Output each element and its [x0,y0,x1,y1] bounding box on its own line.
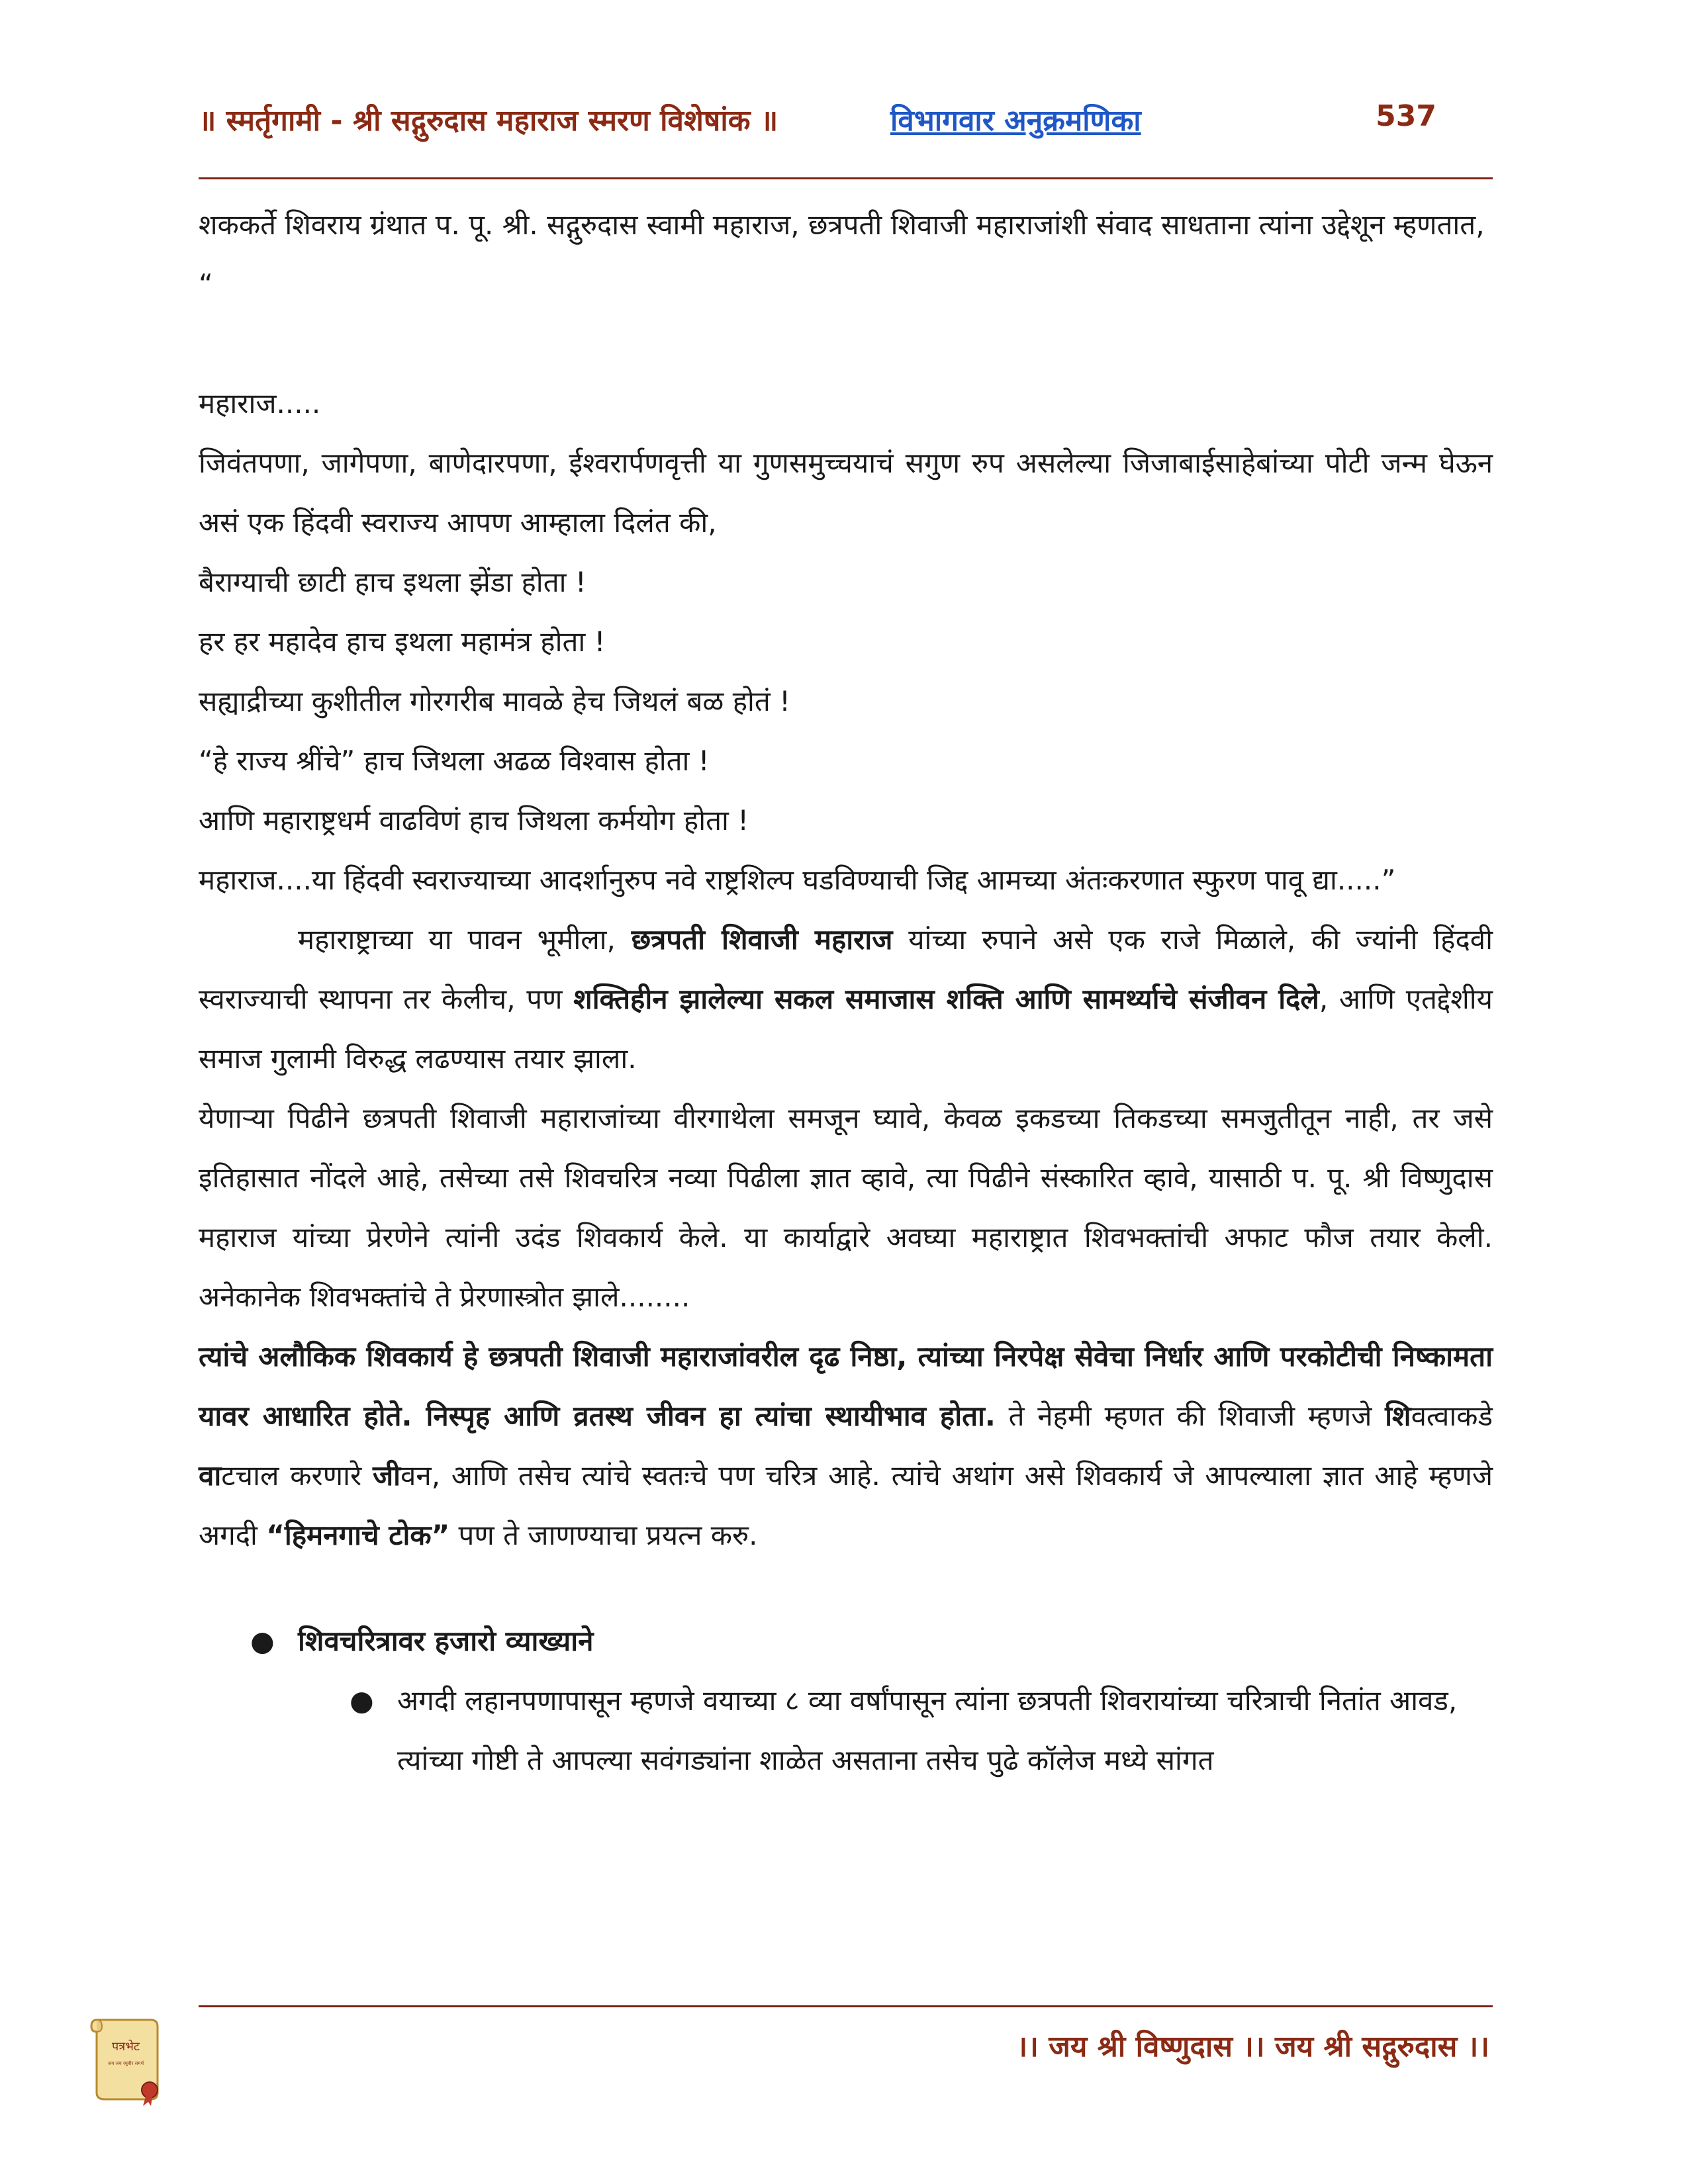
publication-title: ॥ स्मर्तृगामी - श्री सद्गुरुदास महाराज स्मरण विशेषांक ॥ [199,104,778,138]
text-run: टचाल करणारे [221,1459,373,1492]
bold-run: शि [1385,1400,1411,1432]
blank-line [199,314,1493,374]
text-run: वत्वाकडे [1411,1400,1493,1432]
text-run: महाराष्ट्राच्या या पावन भूमीला, [298,923,632,956]
text-run: यांच्या रुपाने असे एक राजे मिळाले, की ज्यांनी हिंदवी स्वराज्याची स्थापना तर केलीच, पण [199,923,1493,1015]
bold-run: शक्तिहीन झालेल्या सकल समाजास शक्ति आणि सामर्थ्याचे संजीवन दिले [573,983,1319,1015]
quote-line: “हे राज्य श्रींचे” हाच जिथला अढळ विश्वास होता ! [199,745,710,777]
bullet-dot-icon: ● [250,1625,275,1657]
bullet-sub-item [199,1671,1493,1790]
bullet-dot-icon: ● [350,1684,374,1717]
paragraph-shivkarya [199,1327,1493,1565]
bullet-heading-text: शिवचरित्रावर हजारो व्याख्याने [298,1625,594,1657]
bullet-heading [199,1612,1493,1671]
bullet-sub-text: अगदी लहानपणापासून म्हणजे वयाच्या ८ व्या वर्षांपासून त्यांना छत्रपती शिवरायांच्या चरित्राची नितांत आवड, त्यांच्या गोष्टी ते आपल्या सवंगड्यांना शाळेत असताना तसेच पुढे कॉलेज मध्ये सांगत [397,1684,1458,1776]
quote-line: आणि महाराष्ट्रधर्म वाढविणं हाच जिथला कर्मयोग होता ! [199,804,749,837]
text-run: ते नेहमी म्हणत की शिवाजी म्हणजे [995,1400,1385,1432]
quote-line: हर हर महादेव हाच इथला महामंत्र होता ! [199,625,606,658]
header-divider [199,177,1493,179]
quote-line: महाराज..... [199,387,321,420]
section-index-link[interactable]: विभागवार अनुक्रमणिका [890,104,1141,138]
patrabhet-scroll-logo [85,2012,164,2108]
logo-label: पत्रभेट [112,2040,140,2054]
page-number: 537 [1376,99,1436,133]
bold-run: जी [373,1459,401,1492]
bold-run: “हिमनगाचे टोक” [266,1519,450,1551]
page-header [199,99,1489,152]
paragraph-shivaji [199,910,1493,1089]
quote-line: सह्याद्रीच्या कुशीतील गोरगरीब मावळे हेच जिथलं बळ होतं ! [199,685,791,717]
text-run: पण ते जाणण्याचा प्रयत्न करु. [449,1519,758,1551]
text-run: वन, आणि तसेच त्यांचे स्वतःचे पण चरित्र आहे. त्यांचे अथांग असे शिवकार्य जे आपल्याला ज्ञात आहे म्हणजे अगदी [199,1459,1493,1551]
opening-quote-mark: “ [199,268,213,300]
quote-line: महाराज....या हिंदवी स्वराज्याच्या आदर्शानुरुप नवे राष्ट्रशिल्प घडविण्याची जिद्द आमच्या अंतःकरणात स्फुरण पावू द्या.....” [199,864,1396,896]
footer-divider [199,2005,1493,2007]
bold-run: त्यांचे अलौकिक शिवकार्य हे छत्रपती शिवाजी महाराजांवरील दृढ निष्ठा, त्यांच्या निरपेक्ष सेवेचा निर्धार आणि परकोटीची निष्कामता यावर आधारित होते. निस्पृह आणि व्रतस्थ जीवन हा त्यांचा स्थायीभाव होता. [199,1340,1493,1432]
logo-subtext: जय जय रघुवीर समर्थ [107,2061,144,2066]
bold-run: वा [199,1459,222,1492]
footer-salutation: ।। जय श्री विष्णुदास ।। जय श्री सद्गुरुदास ।। [1016,2030,1489,2064]
paragraph-generation: येणाऱ्या पिढीने छत्रपती शिवाजी महाराजांच्या वीरगाथेला समजून घ्यावे, केवळ इकडच्या तिकडच्या समजुतीतून नाही, तर जसे इतिहासात नोंदले आहे, तसेच्या तसे शिवचरित्र नव्या पिढीला ज्ञात व्हावे, त्या पिढीने संस्कारित व्हावे, यासाठी प. पू. श्री विष्णुदास महाराज यांच्या प्रेरणेने त्यांनी उदंड शिवकार्य केले. या कार्याद्वारे अवघ्या महाराष्ट्रात शिवभक्तांची अफाट फौज तयार केली. अनेकानेक शिवभक्तांचे ते प्रेरणास्त्रोत झाले........ [199,1102,1493,1313]
quote-line: बैराग्याची छाटी हाच इथला झेंडा होता ! [199,566,586,598]
text-run: , आणि एतद्देशीय समाज गुलामी विरुद्ध लढण्यास तयार झाला. [199,983,1493,1075]
bold-run: छत्रपती शिवाजी महाराज [631,923,893,956]
article-body [199,195,1493,1790]
paragraph-intro: शककर्ते शिवराय ग्रंथात प. पू. श्री. सद्गुरुदास स्वामी महाराज, छत्रपती शिवाजी महाराजांशी संवाद साधताना त्यांना उद्देशून म्हणतात, [199,208,1485,241]
quote-line: जिवंतपणा, जागेपणा, बाणेदारपणा, ईश्वरार्पणवृत्ती या गुणसमुच्चयाचं सगुण रुप असलेल्या जिजाबाईसाहेबांच्या पोटी जन्म घेऊन असं एक हिंदवी स्वराज्य आपण आम्हाला दिलंत की, [199,447,1493,539]
